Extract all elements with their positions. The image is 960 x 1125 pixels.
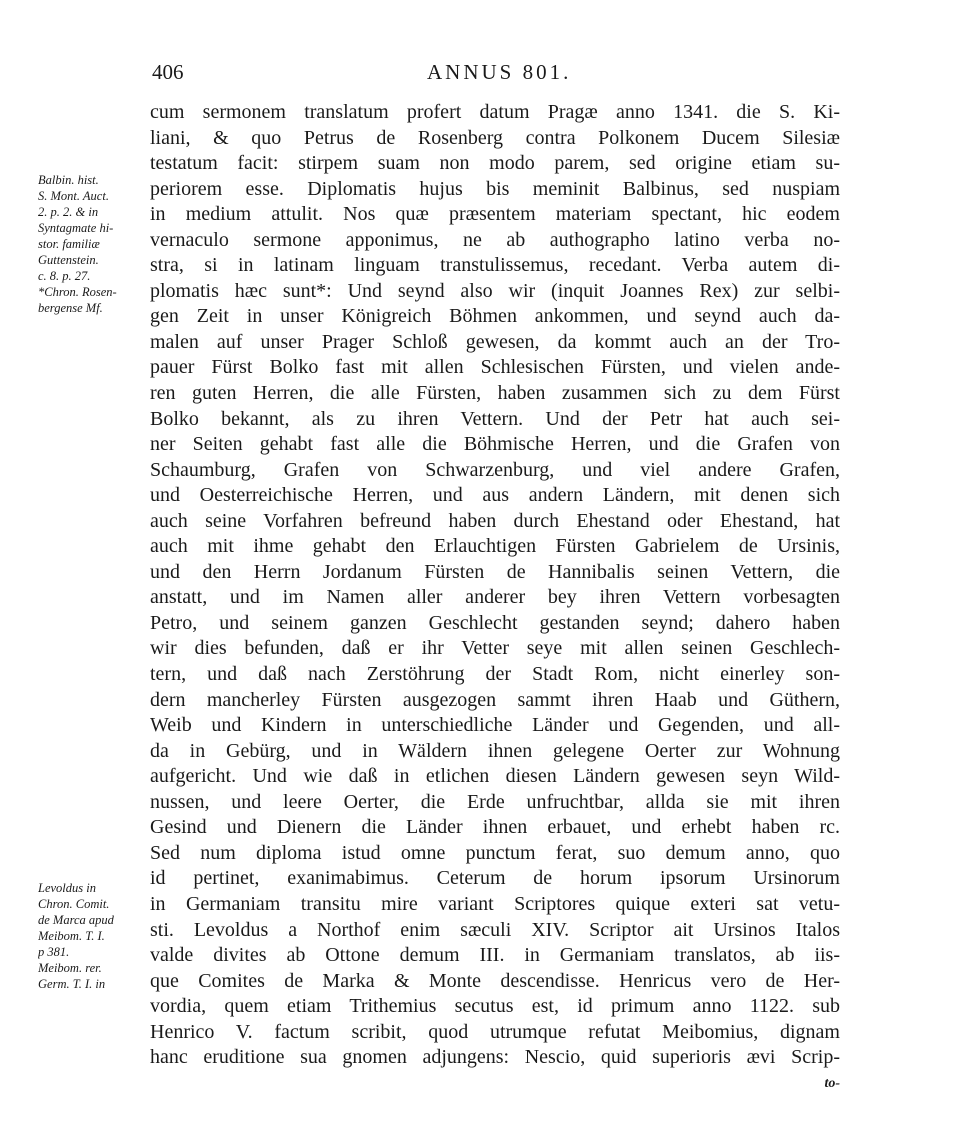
- text-line: und den Herrn Jordanum Fürsten de Hannibalis seinen Vettern, die: [150, 560, 840, 583]
- margin-note-line: Syntagmate hi-: [38, 221, 114, 235]
- text-line: plomatis hæc sunt*: Und seynd also wir (inquit Joannes Rex) zur selbi-: [150, 279, 840, 302]
- text-line: vordia, quem etiam Trithemius secutus est, id primum anno 1122. sub: [150, 995, 840, 1018]
- margin-note-line: Balbin. hist.: [38, 173, 99, 187]
- text-line: tern, und daß nach Zerstöhrung der Stadt Rom, nicht einerley son-: [150, 663, 840, 686]
- text-line: in medium attulit. Nos quæ præsentem materiam spectant, hic eodem: [150, 203, 840, 226]
- main-text: [150, 100, 840, 1096]
- text-line: pauer Fürst Bolko fast mit allen Schlesischen Fürsten, und vielen ande-: [150, 356, 840, 379]
- text-line: aufgericht. Und wie daß in etlichen diesen Ländern gewesen seyn Wild-: [150, 765, 840, 788]
- margin-note-line: Chron. Comit.: [38, 897, 110, 911]
- margin-note-line: bergense Mf.: [38, 301, 103, 315]
- text-line: que Comites de Marka & Monte descendisse. Henricus vero de Her-: [150, 969, 840, 992]
- text-line: sti. Levoldus a Northof enim sæculi XIV. Scriptor ait Ursinos Italos: [150, 918, 840, 941]
- text-line: id pertinet, exanimabimus. Ceterum de horum ipsorum Ursinorum: [150, 867, 840, 890]
- text-line: wir dies befunden, daß er ihr Vetter seye mit allen seinen Geschlech-: [150, 637, 840, 660]
- running-head: [152, 60, 842, 90]
- margin-note-line: S. Mont. Auct.: [38, 189, 109, 203]
- text-line: Sed num diploma istud omne punctum ferat, suo demum anno, quo: [150, 841, 840, 864]
- text-line: ren guten Herren, die alle Fürsten, haben zusammen sich zu dem Fürst: [150, 382, 840, 405]
- margin-note-line: Meibom. rer.: [38, 961, 102, 975]
- text-line: auch seine Vorfahren befreund haben durch Ehestand oder Ehestand, hat: [150, 509, 840, 532]
- catchword: to-: [824, 1075, 840, 1091]
- margin-note-line: Germ. T. I. in: [38, 977, 106, 991]
- text-line: nussen, und leere Oerter, die Erde unfruchtbar, allda sie mit ihren: [150, 790, 840, 813]
- margin-notes-bottom: [38, 880, 150, 992]
- text-line: anstatt, und im Namen aller anderer bey ihren Vettern vorbesagten: [150, 586, 840, 609]
- margin-note-line: de Marca apud: [38, 913, 114, 927]
- text-line: liani, & quo Petrus de Rosenberg contra Polkonem Ducem Silesiæ: [150, 126, 840, 149]
- text-line: und Oesterreichische Herren, und aus andern Ländern, mit denen sich: [150, 484, 840, 507]
- text-line: stra, si in latinam linguam transtulissemus, recedant. Verba autem di-: [150, 254, 840, 277]
- page-number: 406: [152, 60, 184, 84]
- margin-note-line: stor. familiæ: [38, 237, 100, 251]
- text-line: Petro, und seinem ganzen Geschlecht gestanden seynd; dahero haben: [150, 611, 840, 634]
- text-line: dern mancherley Fürsten ausgezogen sammt ihren Haab und Güthern,: [150, 688, 840, 711]
- margin-note-line: *Chron. Rosen-: [38, 285, 117, 299]
- text-line: testatum facit: stirpem suam non modo parem, sed origine etiam su-: [150, 152, 840, 175]
- text-line: gen Zeit in unser Königreich Böhmen ankommen, und seynd auch da-: [150, 305, 840, 328]
- text-line: Bolko bekannt, als zu ihren Vettern. Und der Petr hat auch sei-: [150, 407, 840, 430]
- text-line: periorem esse. Diplomatis hujus bis meminit Balbinus, sed nuspiam: [150, 177, 840, 200]
- text-line: hanc eruditione sua gnomen adjungens: Nescio, quid superioris ævi Scrip-: [150, 1046, 840, 1069]
- margin-note-line: 2. p. 2. & in: [38, 205, 99, 219]
- text-line: Weib und Kindern in unterschiedliche Länder und Gegenden, und all-: [150, 714, 840, 737]
- running-title: ANNUS 801.: [427, 60, 572, 84]
- margin-note-line: p 381.: [38, 945, 70, 959]
- text-line: cum sermonem translatum profert datum Pragæ anno 1341. die S. Ki-: [150, 101, 840, 123]
- margin-note-line: Meibom. T. I.: [38, 929, 105, 943]
- margin-note-line: Guttenstein.: [38, 253, 99, 267]
- margin-notes-top: [38, 172, 150, 316]
- text-line: malen auf unser Prager Schloß gewesen, da kommt auch an der Tro-: [150, 330, 840, 353]
- text-line: Gesind und Dienern die Länder ihnen erbauet, und erhebt haben rc.: [150, 816, 840, 839]
- text-line: auch mit ihme gehabt den Erlauchtigen Fürsten Gabrielem de Ursinis,: [150, 535, 840, 558]
- text-line: Schaumburg, Grafen von Schwarzenburg, und viel andere Grafen,: [150, 458, 840, 481]
- margin-note-line: Levoldus in: [38, 881, 96, 895]
- margin-note-line: c. 8. p. 27.: [38, 269, 91, 283]
- text-line: valde divites ab Ottone demum III. in Germaniam translatos, ab iis-: [150, 944, 840, 967]
- text-line: in Germaniam transitu mire variant Scriptores quique exteri sat vetu-: [150, 892, 840, 915]
- text-line: ner Seiten gehabt fast alle die Böhmische Herren, und die Grafen von: [150, 433, 840, 456]
- text-line: vernaculo sermone apponimus, ne ab authographo latino verba no-: [150, 228, 840, 251]
- text-line: Henrico V. factum scribit, quod utrumque refutat Meibomius, dignam: [150, 1020, 840, 1043]
- text-line: da in Gebürg, und in Wäldern ihnen gelegene Oerter zur Wohnung: [150, 739, 840, 762]
